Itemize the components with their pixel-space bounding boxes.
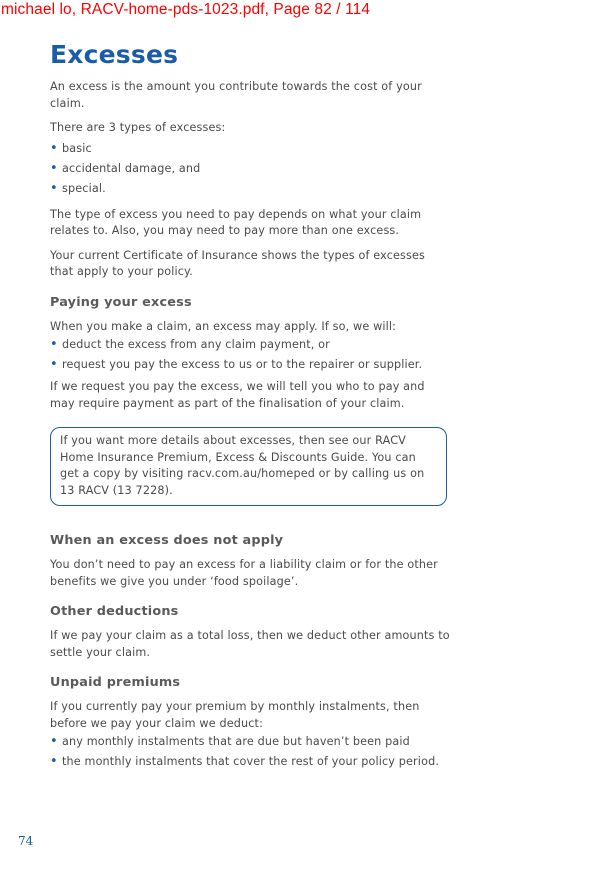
page-title: Excesses	[50, 40, 179, 69]
list-item: • deduct the excess from any claim payment, or	[50, 335, 450, 355]
bullet-icon: •	[50, 754, 58, 769]
excess-type-paragraph: The type of excess you need to pay depends on what your claim relates to. Also, you may need to pay more than one excess.	[50, 207, 422, 237]
page-number: 74	[18, 834, 34, 848]
list-item: • request you pay the excess to us or to the repairer or supplier.	[50, 355, 450, 375]
certificate-paragraph: Your current Certificate of Insurance shows the types of excesses that apply to your policy.	[50, 248, 425, 278]
unpaid-premiums-list	[50, 732, 450, 772]
list-item: • special.	[50, 179, 450, 199]
paying-excess-heading: Paying your excess	[50, 294, 192, 310]
bullet-icon: •	[50, 337, 58, 352]
info-callout-box	[50, 427, 447, 506]
paying-excess-list	[50, 335, 450, 375]
bullet-icon: •	[50, 734, 58, 749]
bullet-icon: •	[50, 357, 58, 372]
excess-types-list	[50, 139, 450, 199]
list-item: • basic	[50, 139, 450, 159]
intro-paragraph: An excess is the amount you contribute towards the cost of your claim.	[50, 80, 422, 110]
paying-excess-lead: When you make a claim, an excess may apply. If so, we will:	[50, 319, 397, 333]
unpaid-premiums-lead: If you currently pay your premium by monthly instalments, then before we pay your claim we deduct:	[50, 700, 420, 730]
unpaid-premiums-heading: Unpaid premiums	[50, 675, 181, 690]
other-deductions-paragraph: If we pay your claim as a total loss, then we deduct other amounts to settle your claim.	[50, 629, 450, 659]
list-item: • the monthly instalments that cover the rest of your policy period.	[50, 752, 450, 772]
bullet-icon: •	[50, 140, 58, 156]
list-item: • any monthly instalments that are due but haven’t been paid	[50, 732, 450, 752]
bullet-icon: •	[50, 160, 58, 176]
main-content	[50, 79, 450, 780]
info-callout-text: If you want more details about excesses, then see our RACV Home Insurance Premium, Excess & Discounts Guide. You can get a copy by visiting racv.com.au/homeped or by calling us on 13 RACV (13 7228).	[60, 434, 425, 497]
bullet-icon: •	[50, 180, 58, 196]
document-header: michael lo, RACV-home-pds-1023.pdf, Page 82 / 114	[1, 1, 371, 18]
no-excess-paragraph: You don’t need to pay an excess for a liability claim or for the other benefits we give you under ‘food spoilage’.	[50, 558, 438, 588]
no-excess-heading: When an excess does not apply	[50, 533, 284, 548]
intro-types-lead: There are 3 types of excesses:	[50, 121, 226, 134]
other-deductions-heading: Other deductions	[50, 604, 179, 619]
paying-excess-paragraph: If we request you pay the excess, we will tell you who to pay and may require payment as part of the finalisation of your claim.	[50, 380, 425, 410]
list-item: • accidental damage, and	[50, 159, 450, 179]
